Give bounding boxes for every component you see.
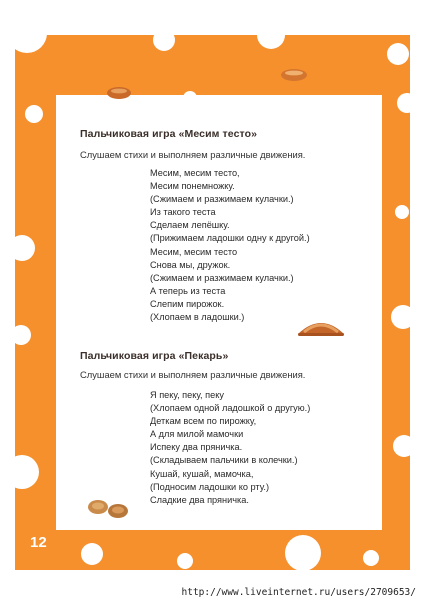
polka-dot: [81, 543, 103, 565]
polka-dot: [15, 235, 35, 261]
polka-dot: [153, 35, 175, 51]
poem-line: (Хлопаем одной ладошкой о другую.): [150, 403, 311, 414]
poem-line: Деткам всем по пирожку,: [150, 416, 257, 427]
poem-line: Кушай, кушай, мамочка,: [150, 468, 254, 479]
polka-dot: [391, 305, 410, 329]
polka-dot: [397, 93, 410, 113]
polka-dot: [395, 205, 409, 219]
poem-line: Слепим пирожок.: [150, 298, 225, 309]
poem-line: А теперь из теста: [150, 285, 226, 296]
polka-dot: [285, 535, 321, 570]
polka-dot: [257, 35, 285, 49]
poem-line: Испеку два пряничка.: [150, 442, 243, 453]
source-url: http://www.liveinternet.ru/users/2709653/: [181, 587, 416, 598]
poem-line: Я пеку, пеку, пеку: [150, 390, 224, 400]
polka-dot: [25, 105, 43, 123]
poem-line: Из такого теста: [150, 207, 216, 218]
polka-dot: [393, 435, 410, 457]
bread-roll-top: [280, 68, 308, 82]
section1-heading: Пальчиковая игра «Месим тесто»: [80, 128, 258, 140]
poem-line: (Складываем пальчики в колечки.): [150, 455, 298, 466]
polka-dot: [177, 553, 193, 569]
polka-dot: [15, 35, 47, 53]
poem-line: Сделаем лепёшку.: [150, 220, 230, 231]
poem-line: (Подносим ладошки ко рту.): [150, 481, 270, 492]
page-number: 12: [30, 534, 47, 551]
poem-line: (Сжимаем и разжимаем кулачки.): [150, 272, 294, 283]
polka-dot: [387, 43, 409, 65]
polka-dot: [363, 550, 379, 566]
poem-line: Месим понемножку.: [150, 181, 235, 192]
poem-line: А для милой мамочки: [150, 429, 244, 440]
section2-intro: Слушаем стихи и выполняем различные движения.: [80, 369, 306, 380]
poem-line: (Сжимаем и разжимаем кулачки.): [150, 194, 294, 205]
poem-line: Месим, месим тесто: [150, 246, 238, 257]
section2-poem: [150, 389, 310, 507]
poem-line: Снова мы, дружок.: [150, 259, 231, 270]
section1-intro: Слушаем стихи и выполняем различные движения.: [80, 149, 306, 160]
polka-dot: [15, 455, 39, 489]
bread-roll-top-left: [106, 86, 132, 100]
poem-line: Месим, месим тесто,: [150, 168, 240, 178]
section1-poem: [150, 167, 310, 324]
polka-dot: [15, 325, 31, 345]
cookies-image: [86, 498, 130, 520]
section2-heading: Пальчиковая игра «Пекарь»: [80, 350, 229, 362]
poem-line: (Прижимаем ладошки одну к другой.): [150, 233, 310, 244]
poem-line: (Хлопаем в ладошки.): [150, 312, 245, 323]
poem-line: Сладкие два пряничка.: [150, 494, 249, 505]
